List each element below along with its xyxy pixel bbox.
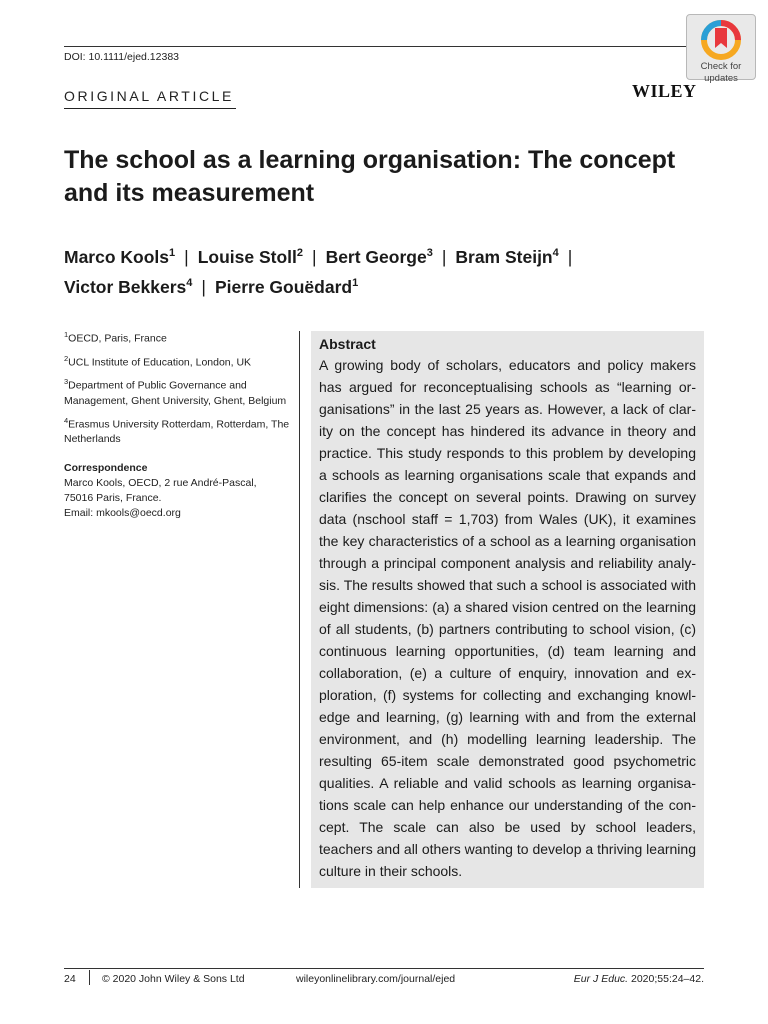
author-affiliation-mark: 4 <box>186 276 193 289</box>
author-name: Marco Kools <box>64 246 170 267</box>
affiliations <box>64 327 294 521</box>
correspondence-email[interactable]: Email: mkools@oecd.org <box>64 507 181 519</box>
author-name: Louise Stoll <box>197 246 297 267</box>
affiliation: $^3$Department of Public Governance and Management, Ghent University, Ghent, Belgium <box>64 377 287 407</box>
author-separator: | <box>312 246 317 267</box>
footer-rule <box>64 968 704 969</box>
author-separator: | <box>184 246 189 267</box>
author-name: Victor Bekkers <box>64 276 187 297</box>
abstract-box <box>311 331 704 888</box>
author-name: Bram Steijn <box>455 246 553 267</box>
affiliation: $^1$OECD, Paris, France <box>64 330 167 345</box>
abstract-heading: Abstract <box>319 336 376 352</box>
correspondence-line: Marco Kools, OECD, 2 rue André-Pascal, <box>64 477 257 489</box>
author[interactable] <box>455 247 558 267</box>
check-for-updates-badge[interactable] <box>686 14 756 84</box>
affiliation: $^4$Erasmus University Rotterdam, Rotterdam, The Netherlands <box>64 415 290 445</box>
correspondence-heading: Correspondence <box>64 462 148 474</box>
author[interactable] <box>64 247 175 267</box>
author-separator: | <box>567 246 573 267</box>
author-affiliation-mark: 2 <box>296 247 304 259</box>
author[interactable] <box>215 277 358 297</box>
citation-volume: 2020;55:24–42. <box>631 973 704 985</box>
author-name: Pierre Gouëdard <box>214 276 353 297</box>
author-affiliation-mark: 1 <box>352 276 359 289</box>
publisher-logo: WILEY <box>632 81 697 101</box>
paper-title: The school as a learning organisation: The concept and its measurement <box>64 146 676 207</box>
author[interactable] <box>198 247 303 267</box>
article-type: ORIGINAL ARTICLE <box>64 88 234 104</box>
footer-divider <box>89 970 90 985</box>
journal-abbrev: Eur J Educ. <box>573 973 629 985</box>
header-rule <box>64 46 704 47</box>
page-number: 24 <box>64 973 76 985</box>
badge-label-1: Check for <box>700 61 742 72</box>
doi[interactable]: DOI: 10.1111/ejed.12383 <box>64 51 180 63</box>
correspondence-line: 75016 Paris, France. <box>64 492 162 504</box>
abstract-body: A growing body of scholars, educators and policy makers has argued for reconceptualising schools as “learning organisations” in the last 25 years as. However, a lack of clarity on the concept has hindered its advance in theory and practice. This study responds to this problem by developing a schools as learning organisations scale that expands and clarifies the concept on several points. Drawing on survey data (nschool staff = 1,703) from Wales (UK), it examines the key characteristics of a school as a learning organisation through a principal component analysis and reliability analysis. The results showed that such a school is associated with eight dimensions: (a) a shared vision centred on the learning of all students, (b) partners contributing to school vision, (c) continuous learning opportunities, (d) team learning and collaboration, (e) a culture of enquiry, innovation and exploration, (f) systems for collecting and exchanging knowledge and learning, (g) learning with and from the external environment, and (h) modelling learning leadership. The resulting 65-item scale demonstrated good psychometric qualities. A reliable and valid schools as learning organisations scale can help enhance our understanding of the concept. The scale can also be used by school leaders, teachers and all others wanting to develop a thriving learning culture in their schools. <box>319 357 696 879</box>
author-list <box>64 240 704 300</box>
author-name: Bert George <box>325 246 427 267</box>
badge-label-2: updates <box>704 73 738 84</box>
author[interactable] <box>326 247 433 267</box>
author[interactable] <box>64 277 192 297</box>
affiliation: $^2$UCL Institute of Education, London, UK <box>64 353 252 368</box>
column-divider <box>299 331 300 888</box>
author-affiliation-mark: 3 <box>426 247 433 259</box>
author-affiliation-mark: 1 <box>169 247 176 259</box>
copyright: © 2020 John Wiley & Sons Ltd <box>102 973 245 985</box>
citation <box>560 973 704 985</box>
author-separator: | <box>201 276 206 297</box>
journal-url[interactable]: wileyonlinelibrary.com/journal/ejed <box>296 973 456 985</box>
author-separator: | <box>441 246 447 267</box>
author-affiliation-mark: 4 <box>552 247 559 259</box>
article-type-underline <box>64 108 236 109</box>
crossmark-icon <box>701 20 741 60</box>
